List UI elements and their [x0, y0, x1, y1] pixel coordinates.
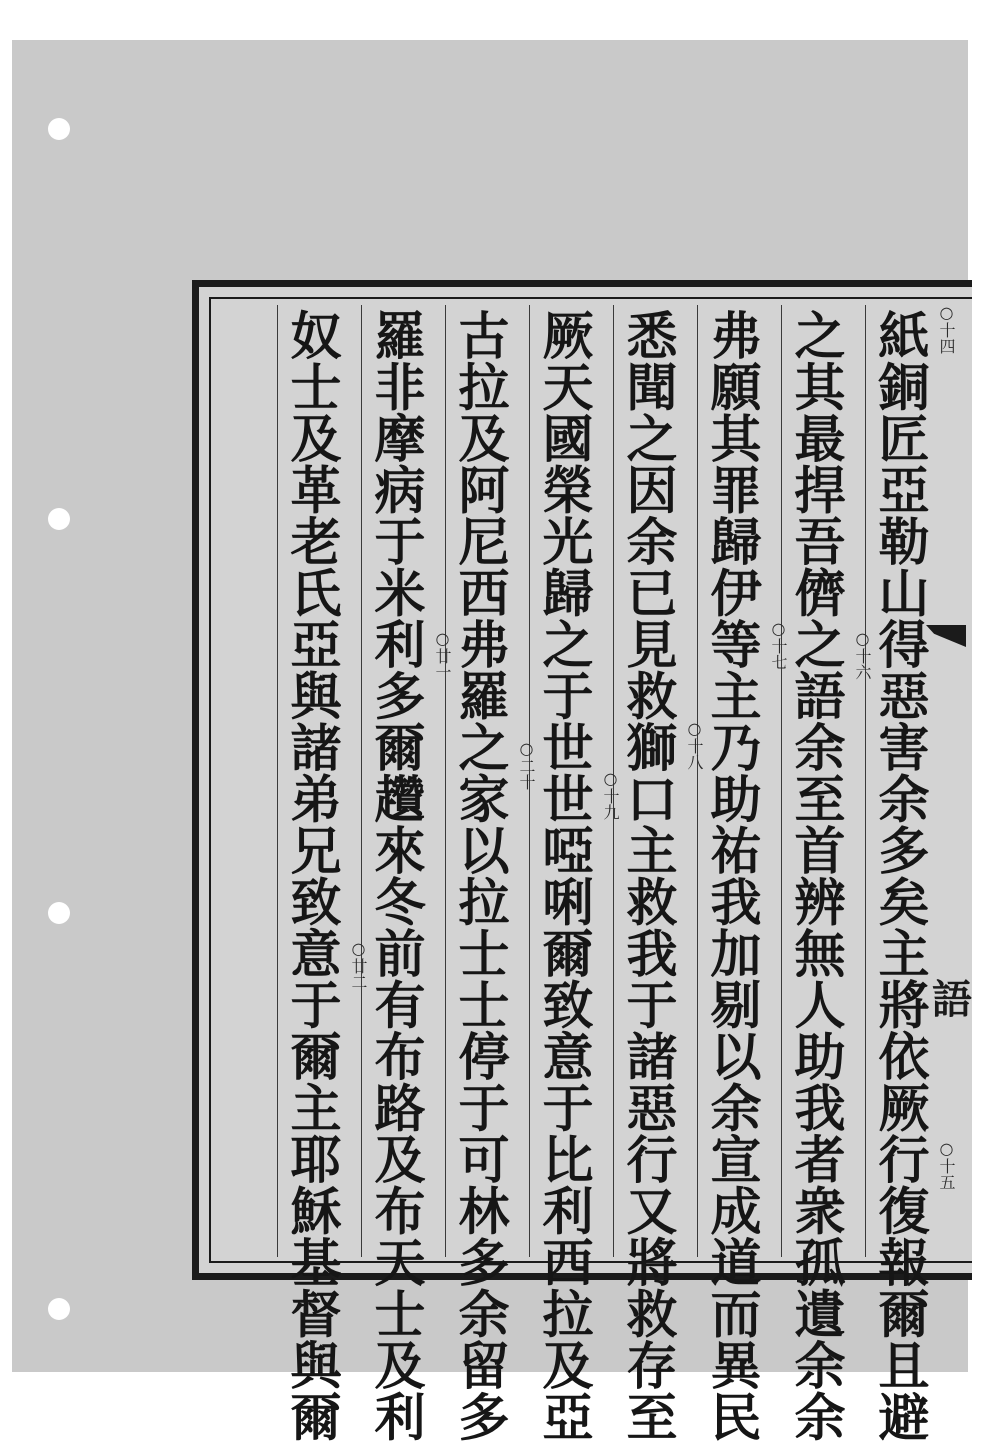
- verse-number: ○十八: [685, 719, 704, 770]
- column-text: 弗願其罪歸伊等主乃助祐我加剔以余宣成道而異民: [701, 309, 761, 1442]
- text-column: [445, 305, 512, 1442]
- column-text: 羅非摩病于米利多爾趲來冬前有布路及布天士及利: [365, 309, 425, 1442]
- column-text: 厥天國榮光歸之于世世啞唎爾致意于比利西拉及亞: [533, 309, 593, 1442]
- verse-number: ○十四: [937, 303, 956, 354]
- text-column: [361, 305, 428, 1442]
- verse-number: ○二十: [517, 739, 536, 790]
- text-column: [277, 305, 344, 1442]
- verse-number: ○十九: [601, 769, 620, 820]
- edge-glyph: 語: [932, 976, 972, 1023]
- column-text: 奴士及革老氏亞與諸弟兄致意于爾主耶穌基督與爾: [281, 309, 341, 1442]
- text-inner-border: [209, 297, 972, 1442]
- verse-number: ○十七: [769, 619, 788, 670]
- column-text: 古拉及阿尼西弗羅之家以拉士士停于可林多余留多: [449, 309, 509, 1442]
- column-text: 悉聞之因余已見救獅口主救我于諸惡行又將救存至: [617, 309, 677, 1442]
- punch-hole: [48, 508, 70, 530]
- column-text: 紙銅匠亞勒山得惡害余多矣主將依厥行復報爾且避: [869, 309, 929, 1442]
- text-column: [697, 305, 764, 1442]
- punch-hole: [48, 118, 70, 140]
- punch-hole: [48, 902, 70, 924]
- text-frame: [192, 280, 972, 1442]
- punch-hole: [48, 1298, 70, 1320]
- text-column: [781, 305, 848, 1442]
- verse-number: ○十五: [937, 1139, 956, 1190]
- verse-number: ○十六: [853, 629, 872, 680]
- text-column: [613, 305, 680, 1442]
- text-column: [865, 305, 932, 1442]
- column-text: 之其最捍吾儕之語余至首辨無人助我者衆孤遺余余: [785, 309, 845, 1442]
- verse-number: ○廿二: [349, 939, 368, 990]
- verse-number: ○廿一: [433, 629, 452, 680]
- text-column: [529, 305, 596, 1442]
